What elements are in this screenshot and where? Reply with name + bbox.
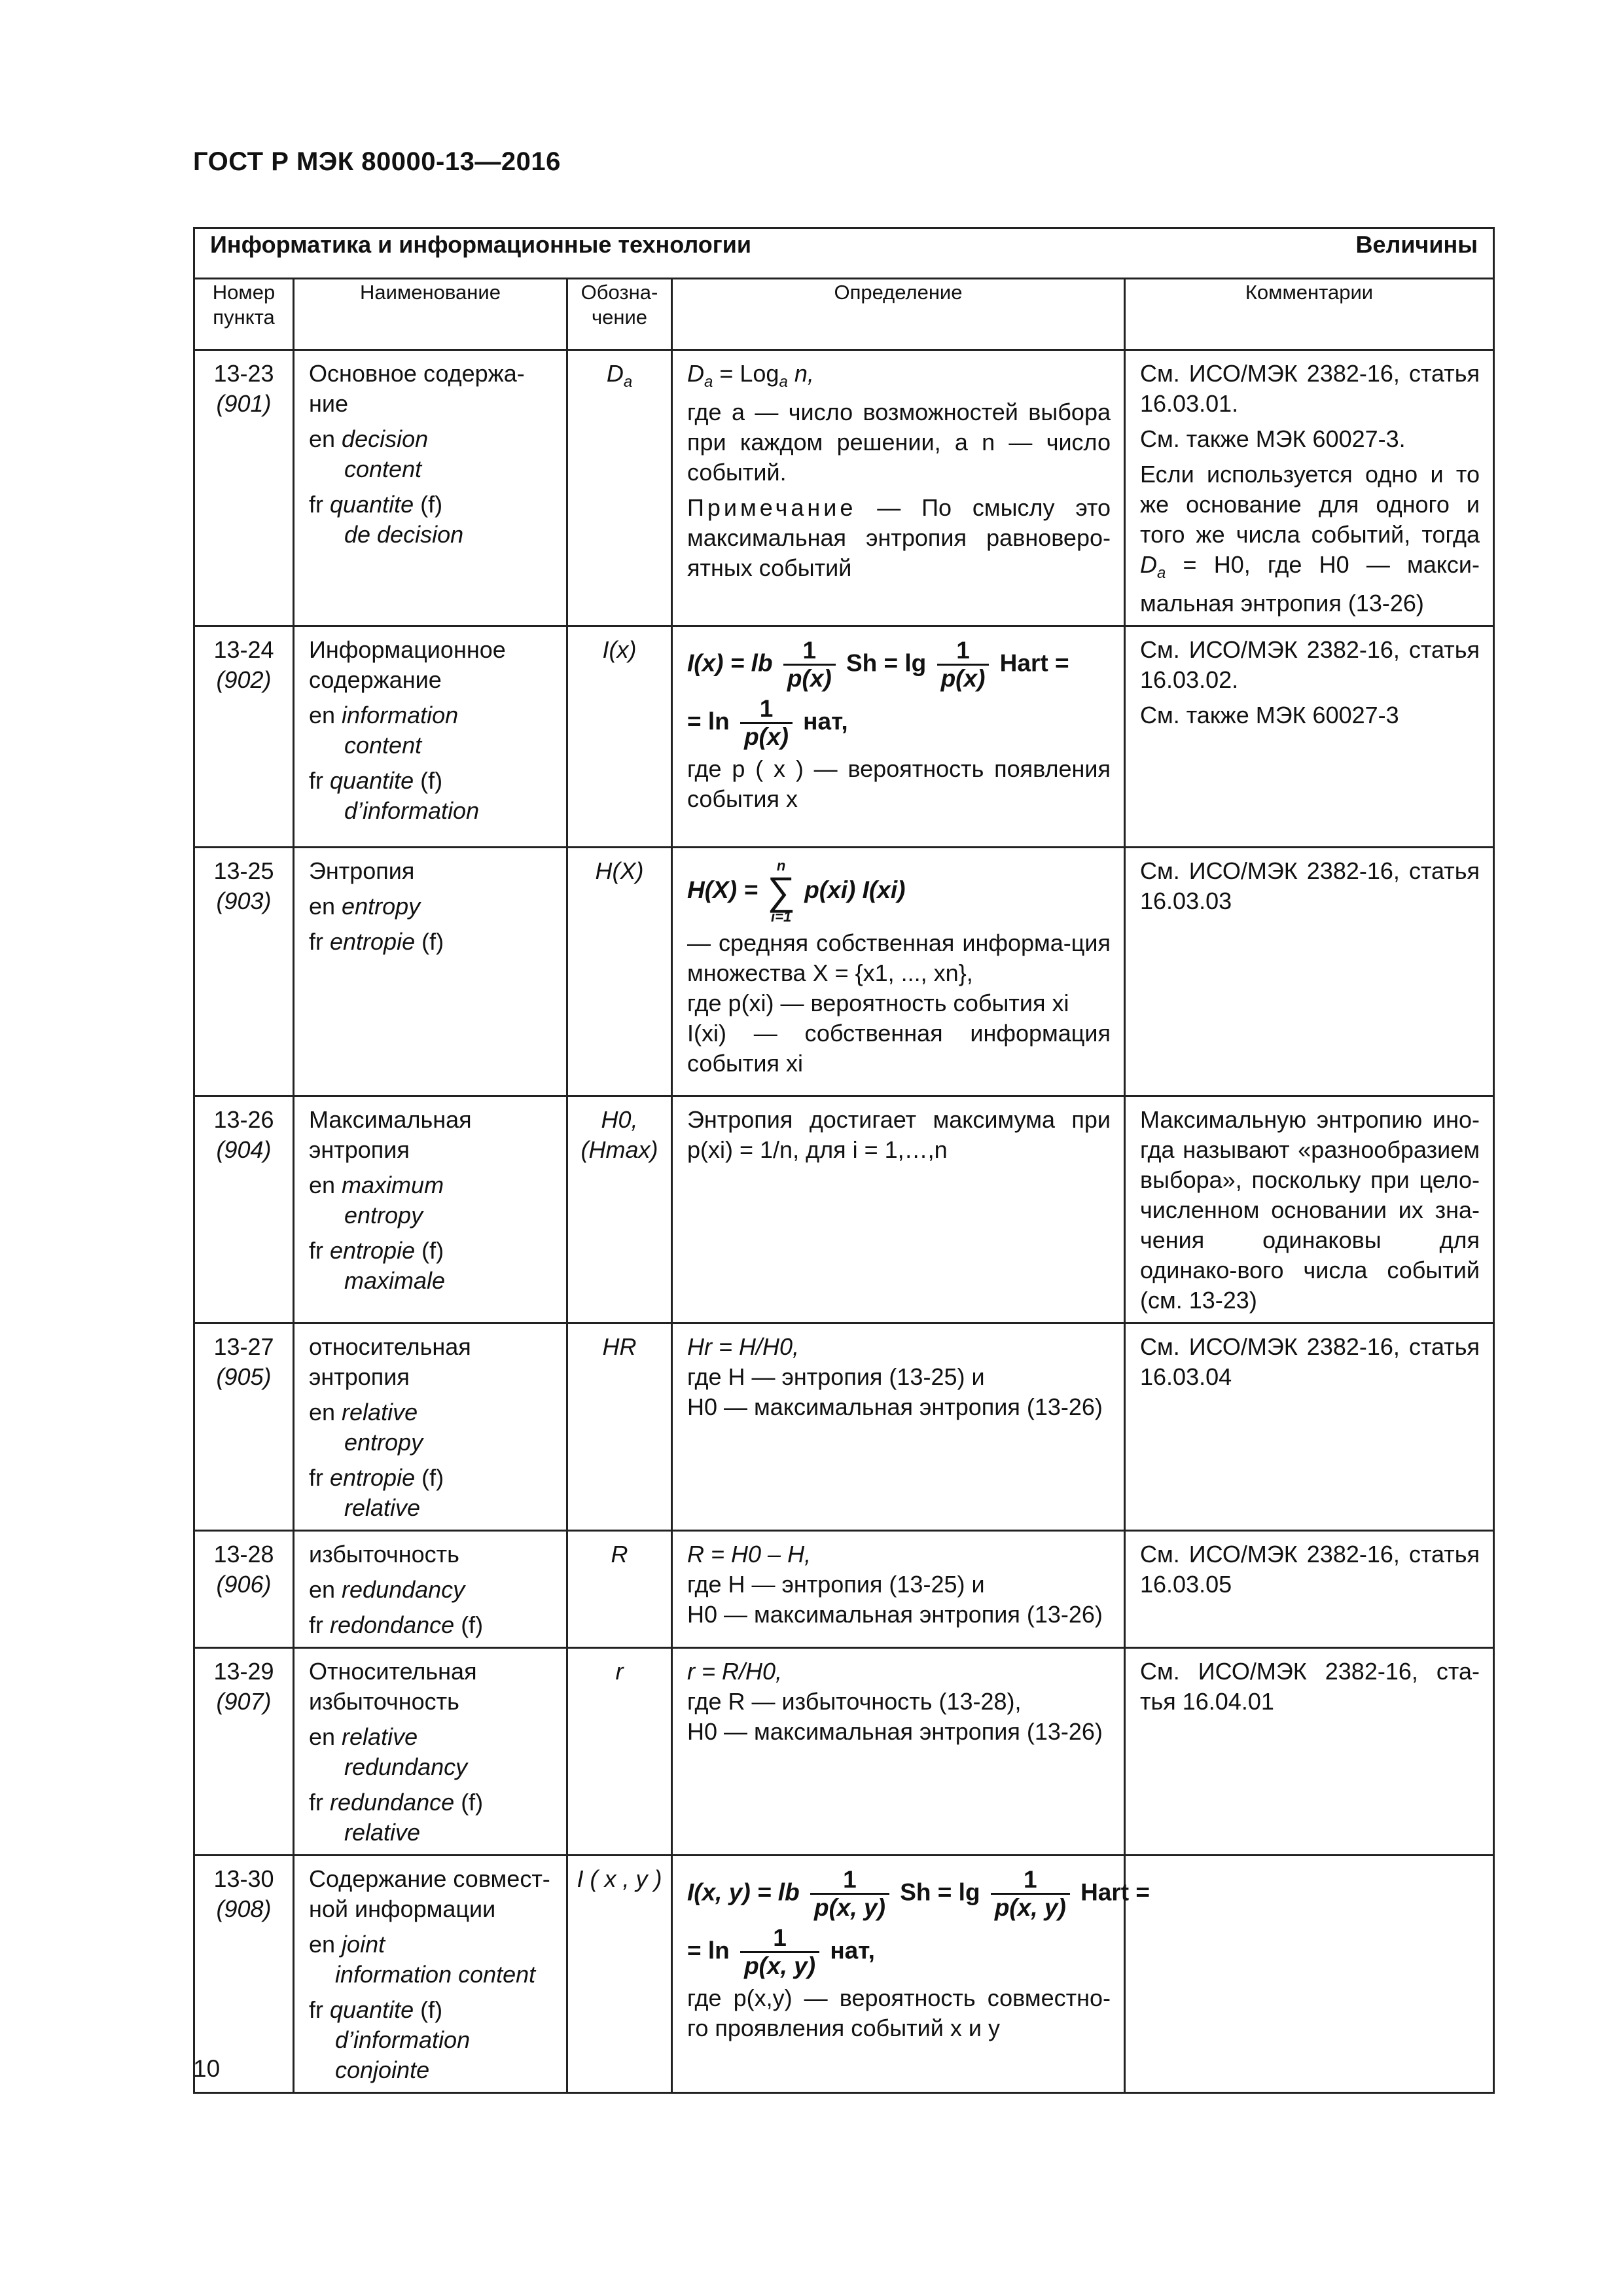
item-name: Максимальная энтропия en maximum entropy fr entropie (f) maximale <box>294 1096 567 1323</box>
table-row <box>194 848 1494 1096</box>
item-comment: См. ИСО/МЭК 2382-16, статья 16.03.04 <box>1125 1323 1494 1531</box>
item-comment: См. ИСО/МЭК 2382-16, ста-тья 16.04.01 <box>1125 1648 1494 1856</box>
item-symbol: HR <box>567 1323 672 1531</box>
formula: I(x) = lb $\frac{1}{p(x)}$ Sh = lg $\frac{1}{p(x)}$ Hart = <box>687 637 1069 692</box>
header-name: Наименование <box>294 279 567 350</box>
formula: = ln $\frac{1}{p(x)}$ нат, <box>687 695 848 751</box>
item-name: относительная энтропия en relative entropy fr entropie (f) relative <box>294 1323 567 1531</box>
quantities-table <box>193 227 1495 2094</box>
item-definition: H(X) = n ∑ i=1 p(xi) I(xi) — средняя собственная информа-ция множества X = {x1, ..., xn}, где p(xi) — вероятность события xi I(xi) — собственная информация события xi <box>672 848 1125 1096</box>
item-definition: Hr = H/H0, где H — энтропия (13-25) и H0 — максимальная энтропия (13-26) <box>672 1323 1125 1531</box>
item-comment: Максимальную энтропию ино-гда называют «разнообразием выбора», поскольку при цело-численном основании их зна-чения одинаковы для одинако-вого числа событий (см. 13-23) <box>1125 1096 1494 1323</box>
table-row <box>194 1323 1494 1531</box>
item-number: 13-27 (905) <box>194 1323 294 1531</box>
item-number: 13-23 (901) <box>194 350 294 626</box>
formula: = ln $\frac{1}{p(x, y)}$ нат, <box>687 1924 875 1980</box>
header-num: Номер пункта <box>194 279 294 350</box>
item-symbol: r <box>567 1648 672 1856</box>
item-definition: Энтропия достигает максимума при p(xi) = 1/n, для i = 1,…,n <box>672 1096 1125 1323</box>
item-symbol: H0, (Hmax) <box>567 1096 672 1323</box>
item-definition: $D_a = Log_a$ n, где a — число возможностей выбора при каждом решении, a n — число событий. Примечание — По смыслу это максимальная энтропия равноверо-ятных событий <box>672 350 1125 626</box>
table-row <box>194 1648 1494 1856</box>
item-number: 13-26 (904) <box>194 1096 294 1323</box>
table-row <box>194 1856 1494 2093</box>
table-row <box>194 1531 1494 1648</box>
item-comment: См. ИСО/МЭК 2382-16, статья 16.03.02. См. также МЭК 60027-3 <box>1125 626 1494 848</box>
header-com: Комментарии <box>1125 279 1494 350</box>
item-number: 13-28 (906) <box>194 1531 294 1648</box>
page-number: 10 <box>193 2055 221 2082</box>
item-number: 13-30 (908) <box>194 1856 294 2093</box>
document-title: ГОСТ Р МЭК 80000-13—2016 <box>193 147 561 176</box>
section-title: Информатика и информационные технологии <box>210 231 752 258</box>
item-number: 13-29 (907) <box>194 1648 294 1856</box>
section-header-row <box>194 228 1494 279</box>
item-symbol: R <box>567 1531 672 1648</box>
item-definition: I(x) = lb $\frac{1}{p(x)}$ Sh = lg $\frac{1}{p(x)}$ Hart = = ln $\frac{1}{p(x)}$ нат, где p ( x ) — вероятность появления события x <box>672 626 1125 848</box>
item-symbol: I(x) <box>567 626 672 848</box>
item-name: избыточность en redundancy fr redondance (f) <box>294 1531 567 1648</box>
item-definition: I(x, y) = lb $\frac{1}{p(x, y)}$ Sh = lg $\frac{1}{p(x, y)}$ Hart = = ln $\frac{1}{p(x, y)}$ нат, где p(x,y) — вероятность совместно-го проявления событий x и y <box>672 1856 1125 2093</box>
item-definition: R = H0 – H, где H — энтропия (13-25) и H0 — максимальная энтропия (13-26) <box>672 1531 1125 1648</box>
item-name: Энтропия en entropy fr entropie (f) <box>294 848 567 1096</box>
item-name: Относительная избыточность en relative redundancy fr redundance (f) relative <box>294 1648 567 1856</box>
table-row <box>194 626 1494 848</box>
item-symbol: H(X) <box>567 848 672 1096</box>
item-number: 13-25 (903) <box>194 848 294 1096</box>
item-comment: См. ИСО/МЭК 2382-16, статья 16.03.05 <box>1125 1531 1494 1648</box>
item-comment <box>1125 1856 1494 2093</box>
item-name: Информационное содержание en information content fr quantite (f) d’information <box>294 626 567 848</box>
header-sym: Обозна-чение <box>567 279 672 350</box>
table-row <box>194 350 1494 626</box>
item-name: Основное содержа-ние en decision content fr quantite (f) de decision <box>294 350 567 626</box>
item-symbol: I ( x , y ) <box>567 1856 672 2093</box>
header-def: Определение <box>672 279 1125 350</box>
section-category: Величины <box>1355 231 1478 258</box>
item-name: Содержание совмест-ной информации en joint information content fr quantite (f) d’information conjointe <box>294 1856 567 2093</box>
item-comment: См. ИСО/МЭК 2382-16, статья 16.03.01. См. также МЭК 60027-3. Если используется одно и то же основание для одного и того же числа событий, тогда $D_a = H0$, где H0 — макси-мальная энтропия (13-26) <box>1125 350 1494 626</box>
item-symbol: $D_a$ <box>567 350 672 626</box>
item-number: 13-24 (902) <box>194 626 294 848</box>
table-row <box>194 1096 1494 1323</box>
item-comment: См. ИСО/МЭК 2382-16, статья 16.03.03 <box>1125 848 1494 1096</box>
column-header-row <box>194 279 1494 350</box>
formula: I(x, y) = lb $\frac{1}{p(x, y)}$ Sh = lg $\frac{1}{p(x, y)}$ Hart = <box>687 1866 1150 1922</box>
formula: H(X) = n ∑ i=1 p(xi) I(xi) <box>687 857 906 925</box>
item-definition: r = R/H0, где R — избыточность (13-28), H0 — максимальная энтропия (13-26) <box>672 1648 1125 1856</box>
